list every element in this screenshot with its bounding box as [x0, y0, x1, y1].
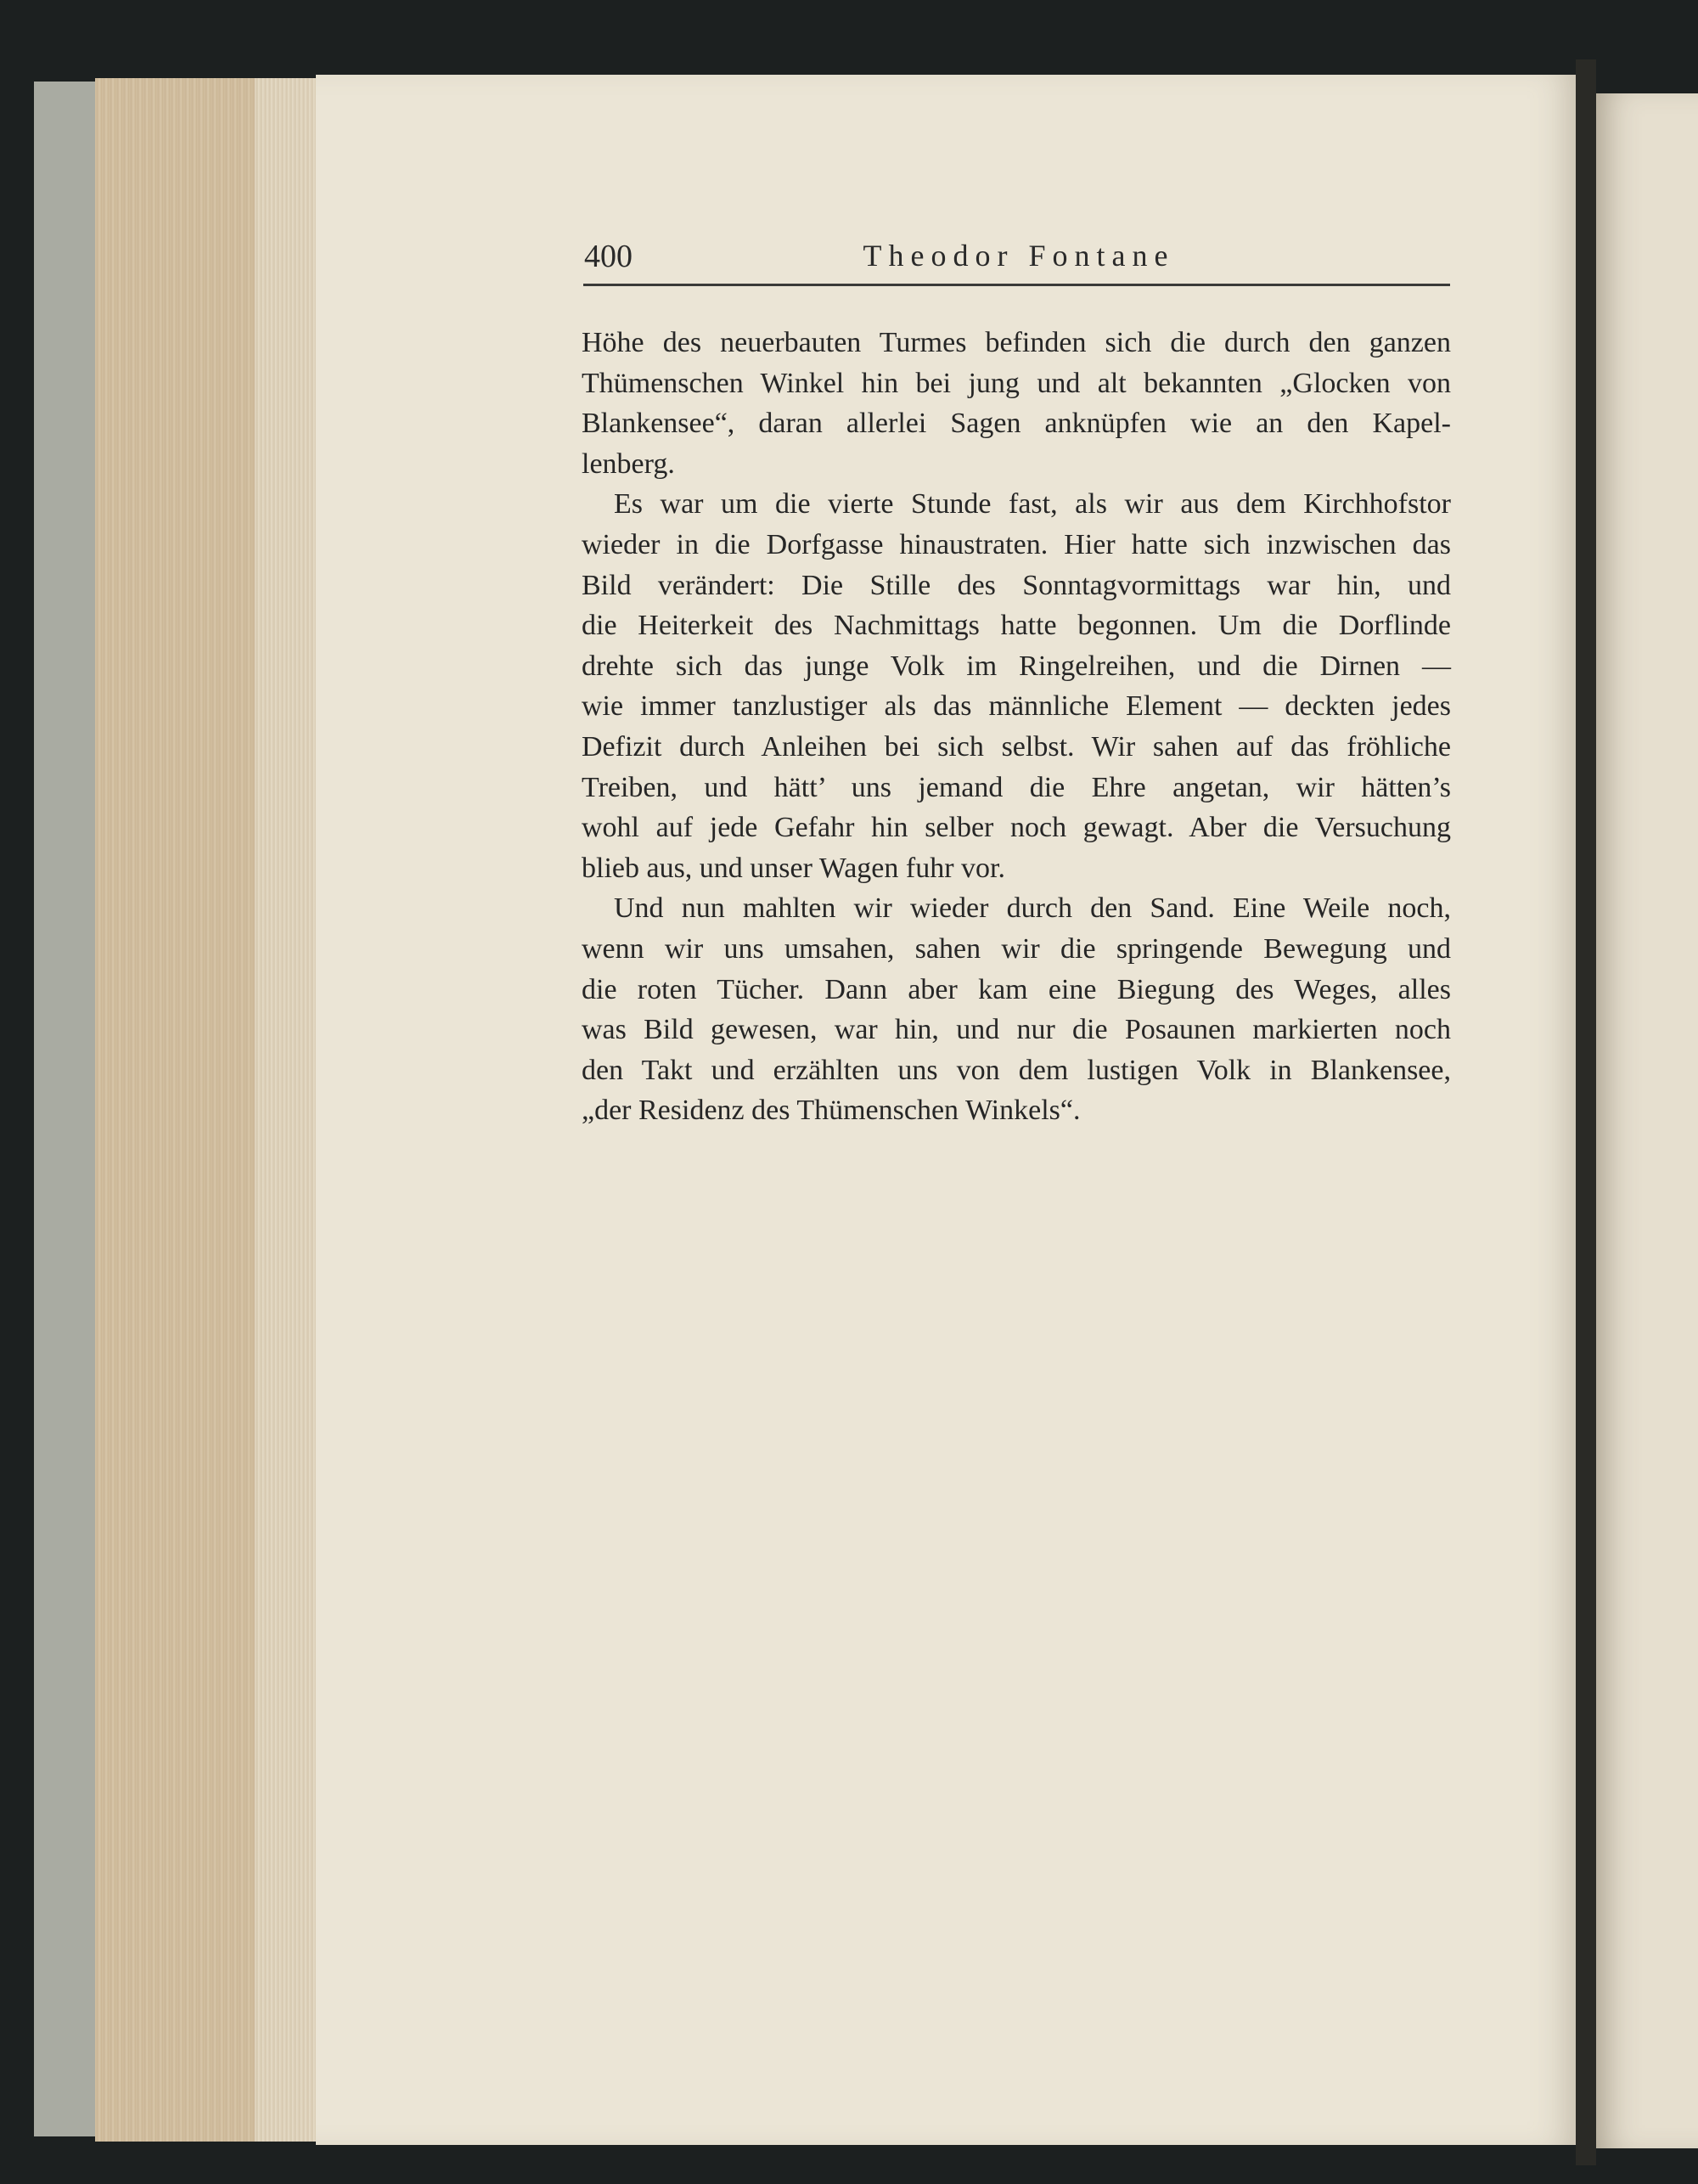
text-line: „der Residenz des Thümenschen Winkels“. [582, 1095, 1081, 1127]
text-line: Bild verändert: Die Stille des Sonntagvormittags war hin, und [582, 569, 1451, 601]
text-line: Defizit durch Anleihen bei sich selbst. Wir sahen auf das fröhliche [582, 730, 1451, 763]
text-line: den Takt und erzählten uns von dem lustigen Volk in Blankensee, [582, 1054, 1451, 1086]
text-line: blieb aus, und unser Wagen fuhr vor. [582, 852, 1005, 884]
book-cover-edge [34, 82, 104, 2136]
text-line: Und nun mahlten wir wieder durch den Sand. Eine Weile noch, [614, 892, 1451, 925]
text-line: wieder in die Dorfgasse hinaustraten. Hier hatte sich inzwischen das [582, 528, 1451, 560]
page-number: 400 [584, 239, 633, 274]
facing-page [1596, 93, 1698, 2148]
page-stack-inner [255, 78, 318, 2142]
header-rule [583, 284, 1450, 286]
text-line: Treiben, und hätt’ uns jemand die Ehre angetan, wir hätten’s [582, 771, 1451, 803]
text-line: lenberg. [582, 447, 675, 480]
text-line: Es war um die vierte Stunde fast, als wir aus dem Kirchhofstor [614, 488, 1451, 521]
text-line: drehte sich das junge Volk im Ringelreihen, und die Dirnen — [582, 650, 1451, 682]
text-line: Thümenschen Winkel hin bei jung und alt bekannten „Glocken von [582, 367, 1451, 399]
text-line: die roten Tücher. Dann aber kam eine Biegung des Weges, alles [582, 973, 1451, 1005]
running-title: Theodor Fontane [863, 239, 1175, 273]
text-line: die Heiterkeit des Nachmittags hatte begonnen. Um die Dorflinde [582, 610, 1451, 642]
text-line: wenn wir uns umsahen, sahen wir die springende Bewegung und [582, 932, 1451, 965]
text-line: wohl auf jede Gefahr hin selber noch gewagt. Aber die Versuchung [582, 812, 1451, 844]
text-line: wie immer tanzlustiger als das männliche Element — deckten jedes [582, 690, 1451, 723]
text-line: was Bild gewesen, war hin, und nur die Posaunen markierten noch [582, 1014, 1451, 1046]
body-text [582, 323, 1451, 1131]
text-line: Höhe des neuerbauten Turmes befinden sich die durch den ganzen [582, 327, 1451, 358]
text-line: Blankensee“, daran allerlei Sagen anknüpfen wie an den Kapel- [582, 408, 1451, 440]
book-gutter [1576, 59, 1596, 2165]
